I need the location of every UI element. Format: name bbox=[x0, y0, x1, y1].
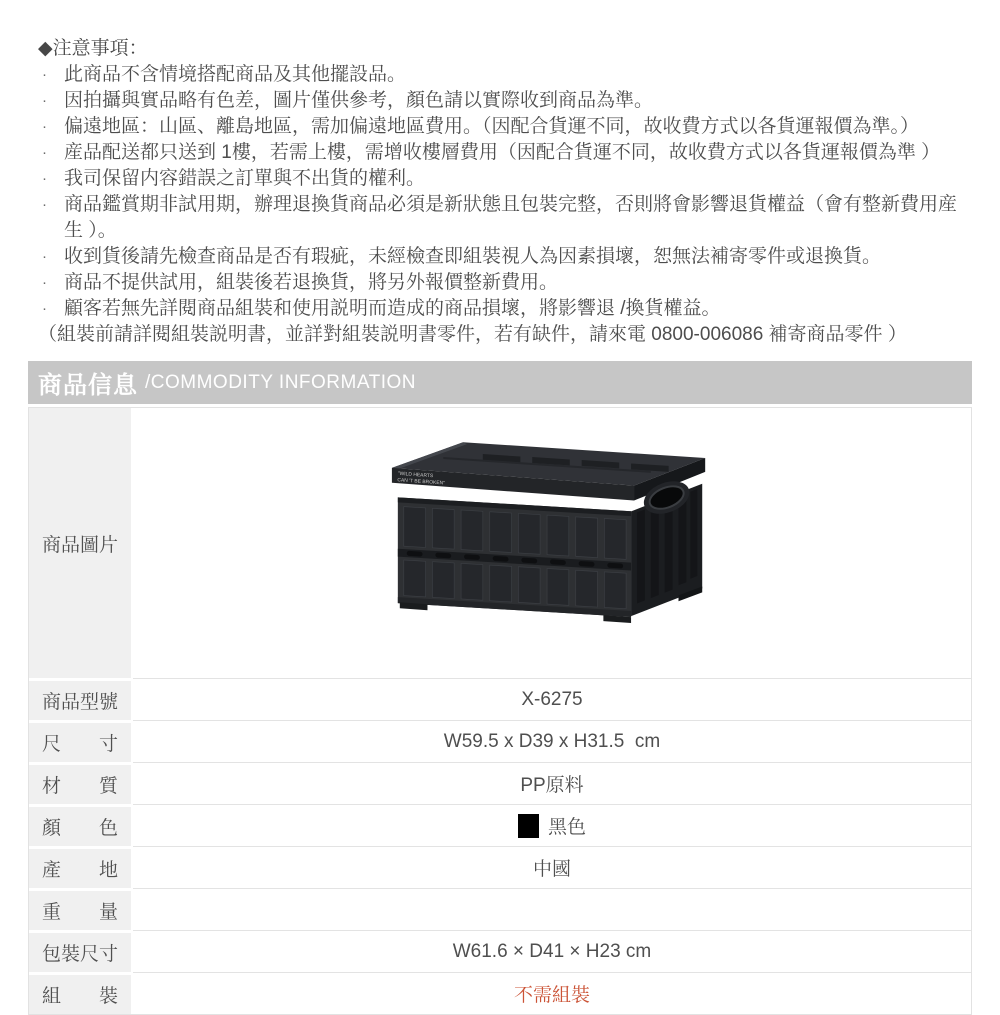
table-row bbox=[29, 972, 971, 1014]
section-title-zh: 商品信息 bbox=[38, 372, 138, 399]
svg-text:CAN 'T BE BROKEN": CAN 'T BE BROKEN" bbox=[397, 478, 446, 487]
product-table bbox=[28, 407, 972, 1015]
bullet-dot-icon: · bbox=[42, 248, 47, 265]
row-value-text: 黑色 bbox=[547, 817, 586, 838]
row-label: 顏色 bbox=[29, 804, 133, 846]
table-row bbox=[29, 804, 971, 846]
row-label: 產地 bbox=[29, 846, 133, 888]
row-value-text: W59.5 x D39 x H31.5 cm bbox=[443, 730, 661, 752]
product-photo-crate bbox=[384, 440, 720, 646]
notice-item bbox=[38, 296, 972, 322]
row-value bbox=[133, 972, 971, 1014]
row-value-text: 不需組裝 bbox=[513, 985, 590, 1006]
notice-item bbox=[38, 114, 972, 140]
notice-item bbox=[38, 88, 972, 114]
bullet-dot-icon: · bbox=[42, 144, 47, 161]
row-label: 尺寸 bbox=[29, 720, 133, 762]
table-row bbox=[29, 678, 971, 720]
row-value bbox=[133, 888, 971, 930]
row-value bbox=[133, 804, 971, 846]
notice-item-text: 偏遠地區：山區、離島地區，需加偏遠地區費用。（因配合貨運不同，故收費方式以各貨運報價為準。） bbox=[64, 116, 920, 137]
row-label: 包裝尺寸 bbox=[29, 930, 133, 972]
row-value-text: 中國 bbox=[532, 859, 571, 880]
bullet-dot-icon: · bbox=[42, 118, 47, 135]
notice-item bbox=[38, 62, 972, 88]
bullet-dot-icon: · bbox=[42, 196, 47, 213]
row-value bbox=[133, 930, 971, 972]
commodity-info-section bbox=[28, 361, 972, 1015]
notice-item-text: 産品配送都只送到 1樓，若需上樓，需增收樓層費用（因配合貨運不同，故收費方式以各貨運報價為準 ） bbox=[64, 142, 941, 163]
notice-item-text: 商品鑑賞期非試用期，辦理退換貨商品必須是新狀態且包裝完整，否則將會影響退貨權益（會有整新費用産生 ）。 bbox=[64, 194, 958, 241]
row-value bbox=[133, 678, 971, 720]
bullet-dot-icon: · bbox=[42, 274, 47, 291]
product-image-row bbox=[29, 408, 971, 678]
row-label: 材質 bbox=[29, 762, 133, 804]
notice-section bbox=[28, 36, 972, 348]
notice-item-text: 此商品不含情境搭配商品及其他擺設品。 bbox=[64, 64, 407, 85]
svg-text:"WILD HEARTS: "WILD HEARTS bbox=[397, 471, 434, 480]
product-image-cell bbox=[133, 408, 971, 678]
notice-item bbox=[38, 192, 972, 244]
color-swatch bbox=[518, 814, 539, 838]
table-row bbox=[29, 888, 971, 930]
spec-rows bbox=[29, 678, 971, 1014]
notice-item bbox=[38, 166, 972, 192]
notice-item-text: 我司保留内容錯誤之訂單與不出貨的權利。 bbox=[64, 168, 426, 189]
table-row bbox=[29, 846, 971, 888]
row-value bbox=[133, 762, 971, 804]
notice-list bbox=[38, 62, 972, 322]
bullet-dot-icon: · bbox=[42, 300, 47, 317]
row-label: 商品圖片 bbox=[29, 408, 133, 678]
row-label: 組裝 bbox=[29, 972, 133, 1014]
row-value-text: X-6275 bbox=[521, 688, 583, 710]
table-row bbox=[29, 720, 971, 762]
section-header bbox=[28, 361, 972, 404]
bullet-dot-icon: · bbox=[42, 170, 47, 187]
notice-item bbox=[38, 270, 972, 296]
notice-item-text: 因拍攝與實品略有色差，圖片僅供參考，顏色請以實際收到商品為準。 bbox=[64, 90, 654, 111]
bullet-dot-icon: · bbox=[42, 66, 47, 83]
section-title-en: /COMMODITY INFORMATION bbox=[145, 371, 417, 393]
crate-front-face bbox=[398, 497, 631, 617]
row-label: 重量 bbox=[29, 888, 133, 930]
notice-footnote: （組裝前請詳閱組裝説明書，並詳對組裝説明書零件，若有缺件，請來電 0800-006086 補寄商品零件 ） bbox=[38, 324, 907, 345]
row-value-text: W61.6 × D41 × H23 cm bbox=[452, 940, 652, 962]
notice-item-text: 收到貨後請先檢查商品是否有瑕疵，未經檢查即組裝視人為因素損壞，恕無法補寄零件或退換貨。 bbox=[64, 246, 882, 267]
table-row bbox=[29, 930, 971, 972]
notice-item-text: 顧客若無先詳閱商品組裝和使用説明而造成的商品損壞，將影響退 /換貨權益。 bbox=[64, 298, 721, 319]
notice-item-text: 商品不提供試用，組裝後若退換貨，將另外報價整新費用。 bbox=[64, 272, 559, 293]
row-value-text: PP原料 bbox=[520, 775, 584, 796]
row-value bbox=[133, 720, 971, 762]
notice-item bbox=[38, 140, 972, 166]
row-value bbox=[133, 846, 971, 888]
table-row bbox=[29, 762, 971, 804]
row-label: 商品型號 bbox=[29, 678, 133, 720]
notice-item bbox=[38, 244, 972, 270]
notice-title: ◆注意事項： bbox=[38, 38, 148, 59]
bullet-dot-icon: · bbox=[42, 92, 47, 109]
